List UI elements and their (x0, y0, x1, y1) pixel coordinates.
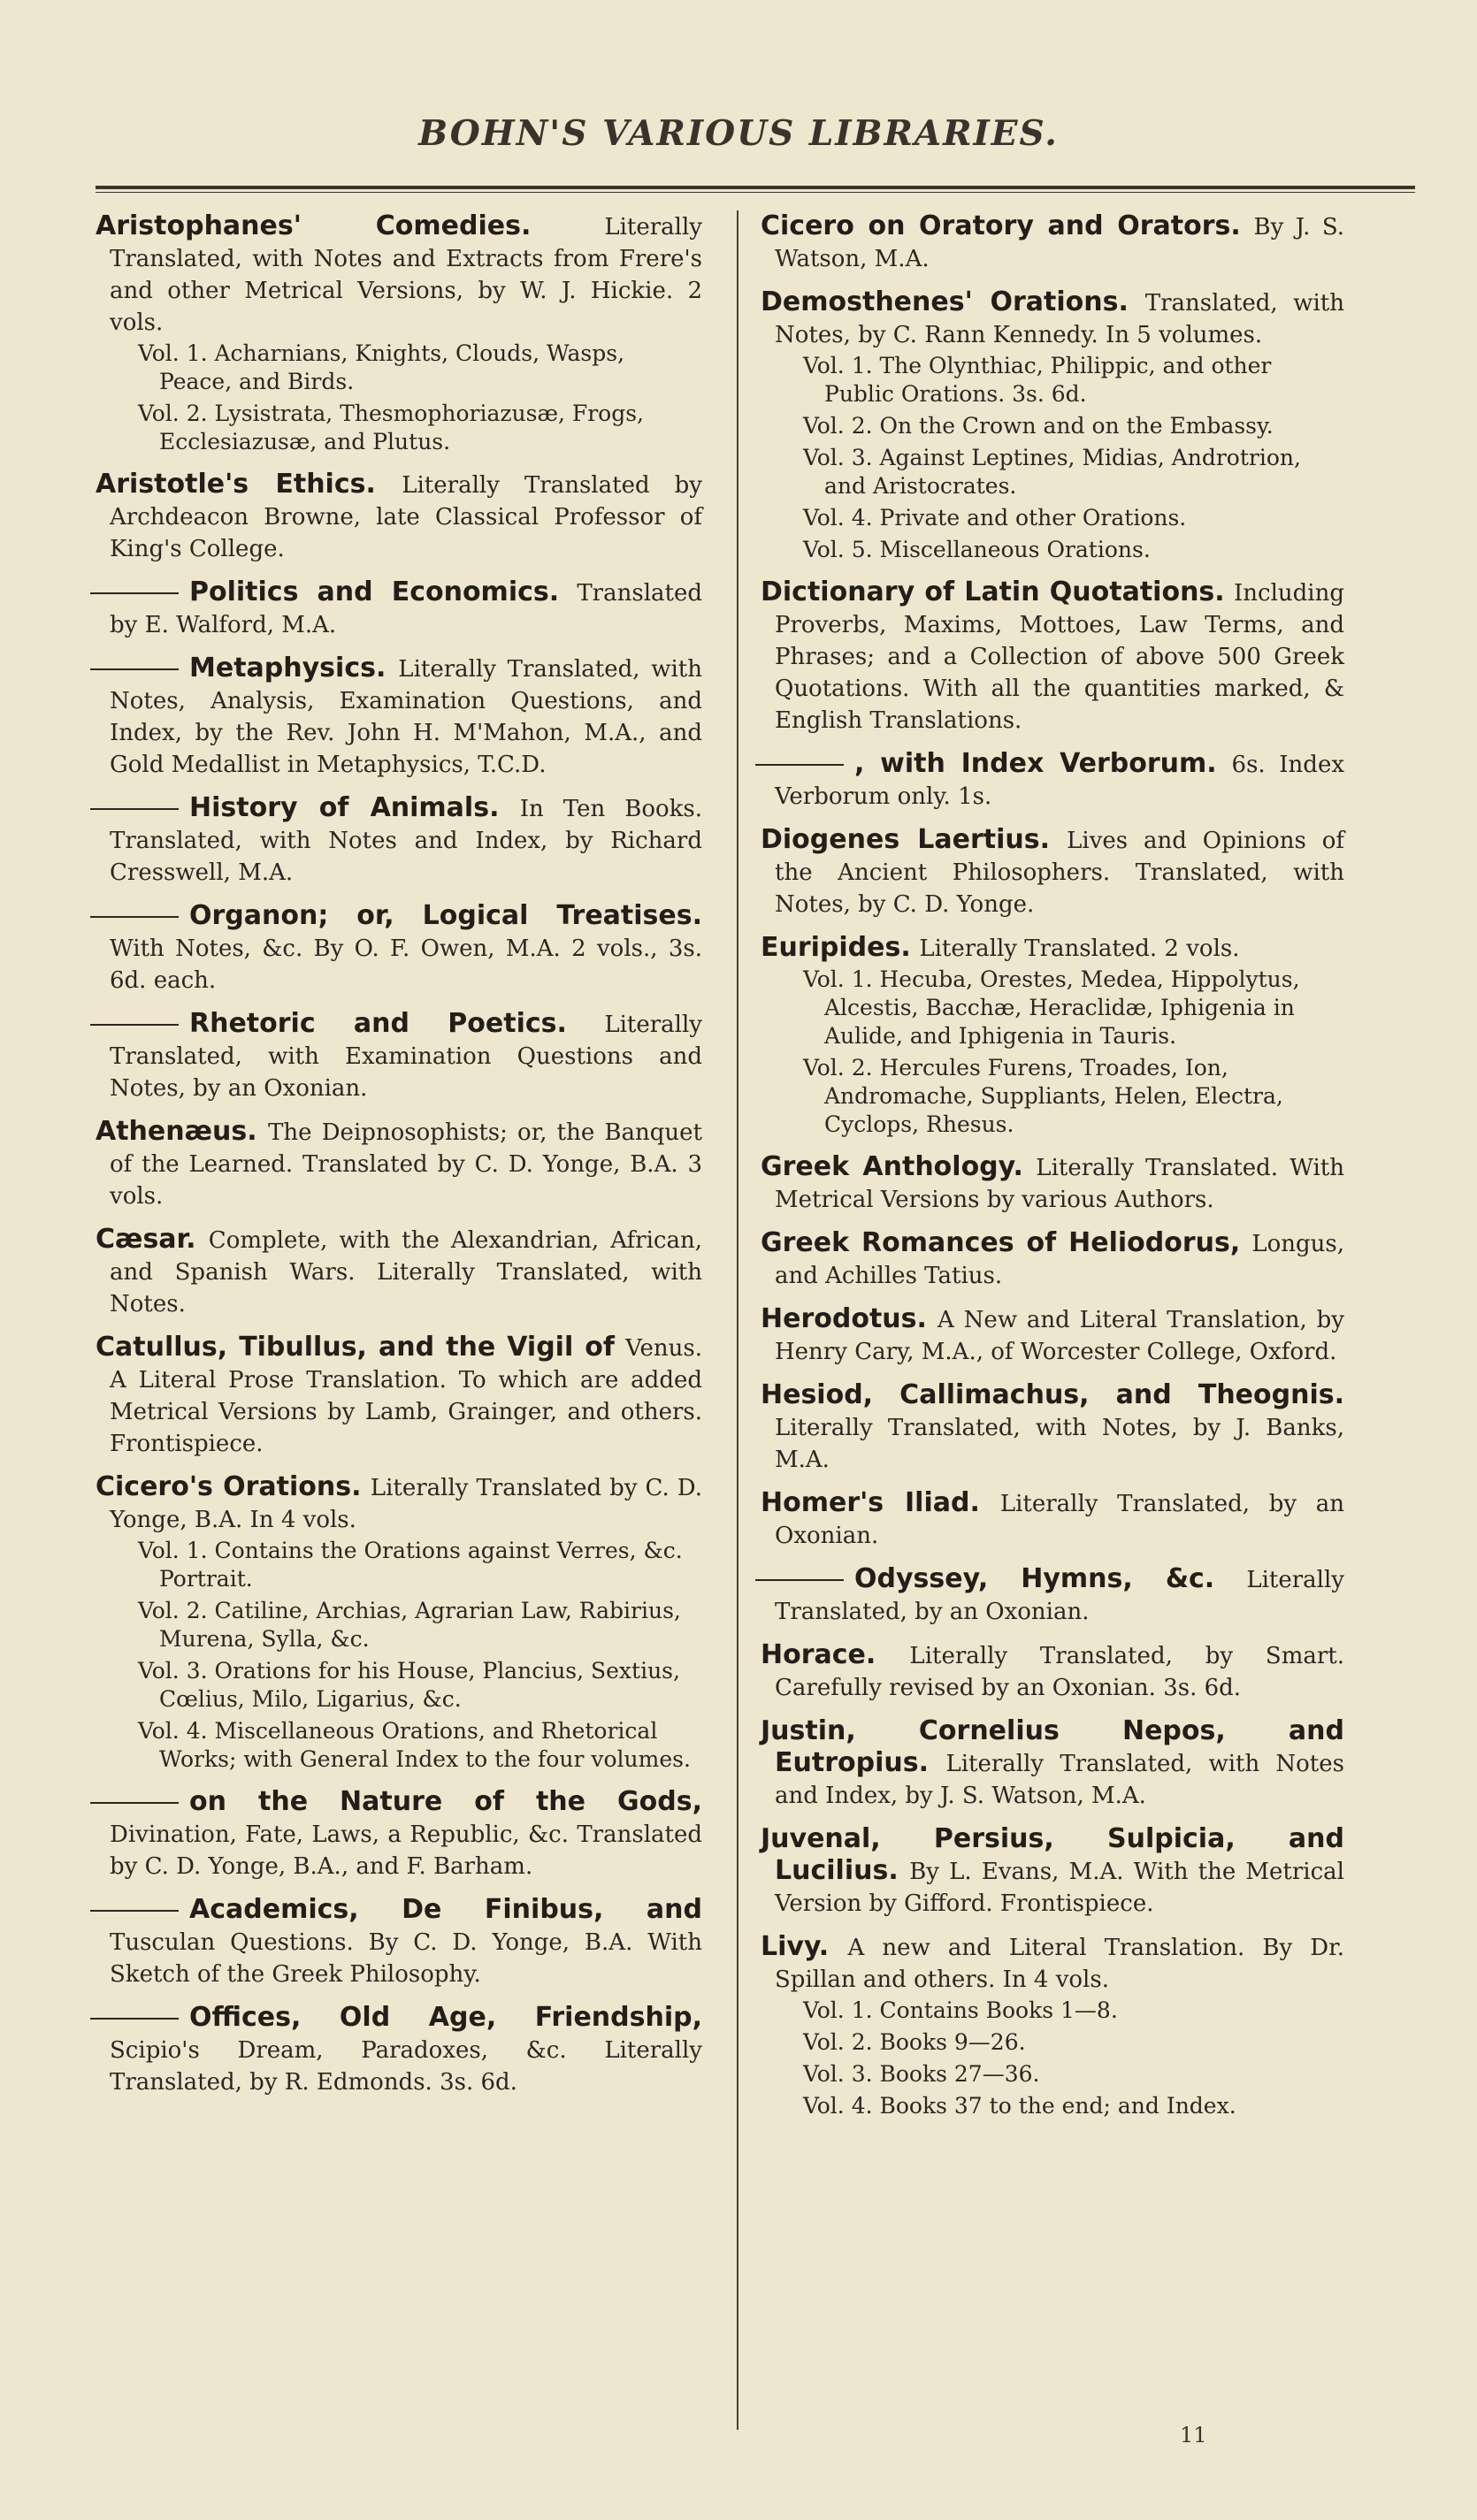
ditto-dash (755, 764, 844, 766)
entry-title: Euripides. (761, 932, 911, 963)
entry-description: A new and Literal Translation. By Dr. Spillan and others. In 4 vols. (775, 1935, 1344, 1993)
entry-title: Cicero's Orations. (96, 1471, 362, 1502)
entry-title: Metaphysics. (189, 653, 386, 683)
entry-description: Literally Translated by C. D. Yonge, B.A. In 4 vols. (110, 1475, 702, 1533)
entry-heading (96, 792, 702, 888)
entry-description: Literally Translated, with Notes and Index, by J. S. Watson, M.A. (775, 1751, 1344, 1809)
entry-title: Homer's Iliad. (761, 1487, 980, 1518)
entry-description: Tusculan Questions. By C. D. Yonge, B.A. With Sketch of the Greek Philosophy. (110, 1929, 702, 1988)
entry-description: Including Proverbs, Maxims, Mottoes, Law Terms, and Phrases; and a Collection of above 500 Greek Quotations. With all the quantities marked, & English Translations. (775, 580, 1344, 734)
entry-description: Literally Translated, with Notes, Analysis, Examination Questions, and Index, by the Rev. John H. M'Mahon, M.A., and Gold Medallist in Metaphysics, T.C.D. (110, 656, 702, 778)
catalog-entry (96, 469, 702, 564)
entry-title: , with Index Verborum. (854, 748, 1217, 779)
catalog-entry (96, 1332, 702, 1459)
catalog-entry (761, 1487, 1344, 1551)
entry-heading (96, 1332, 702, 1459)
ditto-dash (90, 592, 179, 594)
entry-description: Literally Translated by Archdeacon Browne, late Classical Professor of King's College. (110, 472, 702, 562)
entry-heading (761, 1151, 1344, 1215)
volume-line: Vol. 2. Lysistrata, Thesmophoriazusæ, Frogs, Ecclesiazusæ, and Plutus. (138, 401, 644, 454)
entry-heading (761, 286, 1344, 350)
catalog-entry (761, 824, 1344, 920)
entry-title: Academics, De Finibus, and (189, 1894, 702, 1925)
entry-description: By J. S. Watson, M.A. (775, 214, 1344, 272)
entry-title: Horace. (761, 1639, 876, 1670)
catalog-entry (761, 1931, 1344, 2120)
entry-description: Venus. A Literal Prose Translation. To which are added Metrical Versions by Lamb, Grainger, and others. Frontispiece. (110, 1335, 702, 1457)
volume-line: Vol. 2. On the Crown and on the Embassy. (803, 413, 1274, 439)
volume-line: Vol. 1. The Olynthiac, Philippic, and other Public Orations. 3s. 6d. (803, 353, 1272, 407)
ditto-dash (755, 1579, 844, 1581)
entry-heading (761, 1379, 1344, 1475)
catalog-entry (96, 1786, 702, 1882)
entry-title: Juvenal, Persius, Sulpicia, and Lucilius. (761, 1823, 1344, 1886)
entry-description: Translated by E. Walford, M.A. (110, 580, 702, 638)
entry-description: In Ten Books. Translated, with Notes and Index, by Richard Cresswell, M.A. (110, 796, 702, 886)
volume-line: Vol. 2. Hercules Furens, Troades, Ion, Andromache, Suppliants, Helen, Electra, Cyclops, Rhesus. (803, 1055, 1283, 1137)
ditto-dash (90, 808, 179, 810)
entry-description: By L. Evans, M.A. With the Metrical Version by Gifford. Frontispiece. (775, 1859, 1345, 1917)
entry-heading (761, 1303, 1344, 1367)
catalog-entry (761, 932, 1344, 1139)
entry-title: Hesiod, Callimachus, and Theognis. (761, 1379, 1344, 1410)
entry-heading (96, 1008, 702, 1103)
entry-heading (761, 1487, 1344, 1551)
entry-description: Translated, with Notes, by C. Rann Kennedy. In 5 volumes. (775, 290, 1344, 348)
entry-title: Greek Romances of Heliodorus, (761, 1227, 1241, 1258)
entry-description: Scipio's Dream, Paradoxes, &c. Literally Translated, by R. Edmonds. 3s. 6d. (110, 2037, 702, 2096)
catalog-entry (761, 1151, 1344, 1215)
catalog-entry (761, 748, 1344, 812)
entry-heading (96, 1894, 702, 1989)
entry-heading (761, 210, 1344, 274)
catalog-entry (96, 1116, 702, 1211)
catalog-entry (96, 2002, 702, 2097)
entry-title: Herodotus. (761, 1303, 927, 1334)
entry-title: Dictionary of Latin Quotations. (761, 577, 1225, 607)
entry-heading (96, 653, 702, 780)
entry-title: Rhetoric and Poetics. (189, 1008, 567, 1039)
volume-line: Vol. 5. Miscellaneous Orations. (803, 537, 1151, 562)
entry-heading (96, 210, 702, 338)
entry-heading (761, 1715, 1344, 1811)
entry-description: Literally Translated, by Smart. Carefully revised by an Oxonian. 3s. 6d. (775, 1643, 1344, 1701)
catalog-entry (96, 900, 702, 996)
catalog-entry (761, 1639, 1344, 1703)
entry-title: Athenæus. (96, 1116, 257, 1147)
entry-heading (96, 1471, 702, 1535)
entry-title: Catullus, Tibullus, and the Vigil of (96, 1332, 615, 1363)
entry-heading (96, 1786, 702, 1882)
column-divider (737, 210, 738, 2430)
entry-description: Literally Translated, with Examination Questions and Notes, by an Oxonian. (110, 1012, 702, 1102)
entry-description: 6s. Index Verborum only. 1s. (775, 752, 1344, 810)
volume-line: Vol. 1. Contains Books 1—8. (803, 1997, 1118, 2023)
ditto-dash (90, 1802, 179, 1804)
catalog-entry (96, 1008, 702, 1103)
volume-line: Vol. 4. Books 37 to the end; and Index. (803, 2093, 1236, 2119)
entry-title: Offices, Old Age, Friendship, (189, 2002, 702, 2033)
page-number: 11 (1180, 2423, 1207, 2447)
entry-title: Cicero on Oratory and Orators. (761, 210, 1241, 241)
catalog-entry (761, 210, 1344, 274)
entry-heading (761, 824, 1344, 920)
catalog-entry (96, 577, 702, 640)
entry-heading (761, 1227, 1344, 1291)
entry-description: With Notes, &c. By O. F. Owen, M.A. 2 vols., 3s. 6d. each. (110, 935, 702, 994)
entry-heading (96, 1116, 702, 1211)
entry-description: Complete, with the Alexandrian, African, and Spanish Wars. Literally Translated, with Notes. (110, 1227, 703, 1317)
volume-line: Vol. 1. Acharnians, Knights, Clouds, Wasps, Peace, and Birds. (138, 340, 625, 394)
right-column (761, 210, 1344, 2133)
entry-heading (761, 1931, 1344, 1995)
catalog-entry (96, 1224, 702, 1319)
catalog-entry (761, 1227, 1344, 1291)
ditto-dash (90, 1024, 179, 1026)
left-column (96, 210, 702, 2110)
catalog-entry (96, 792, 702, 888)
entry-heading (761, 932, 1344, 964)
entry-title: Organon; or, Logical Treatises. (189, 900, 702, 931)
catalog-entry (761, 1303, 1344, 1367)
entry-title: Demosthenes' Orations. (761, 286, 1129, 317)
entry-description: Lives and Opinions of the Ancient Philosophers. Translated, with Notes, by C. D. Yonge. (775, 828, 1344, 918)
entry-title: Greek Anthology. (761, 1151, 1023, 1182)
volume-line: Vol. 3. Orations for his House, Plancius, Sextius, Cœlius, Milo, Ligarius, &c. (138, 1658, 680, 1712)
entry-description: Literally Translated. 2 vols. (919, 935, 1240, 962)
entry-heading (96, 1224, 702, 1319)
volume-line: Vol. 2. Books 9—26. (803, 2029, 1026, 2055)
entry-description: Literally Translated, by an Oxonian. (775, 1491, 1344, 1549)
catalog-entry (761, 1563, 1344, 1627)
entry-heading (96, 577, 702, 640)
entry-description: Divination, Fate, Laws, a Republic, &c. Translated by C. D. Yonge, B.A., and F. Barham. (110, 1821, 702, 1880)
entry-description: Literally Translated, with Notes, by J. Banks, M.A. (775, 1415, 1344, 1473)
running-head: BOHN'S VARIOUS LIBRARIES. (418, 113, 1059, 154)
entry-description: The Deipnosophists; or, the Banquet of the Learned. Translated by C. D. Yonge, B.A. 3 vols. (110, 1119, 702, 1210)
catalog-entry (96, 210, 702, 456)
catalog-entry (761, 1715, 1344, 1811)
entry-title: Livy. (761, 1931, 830, 1962)
entry-heading (761, 748, 1344, 812)
catalog-entry (761, 577, 1344, 736)
entry-title: Aristophanes' Comedies. (96, 210, 532, 241)
entry-heading (96, 469, 702, 564)
entry-title: Politics and Economics. (189, 577, 560, 607)
entry-heading (761, 1563, 1344, 1627)
volume-line: Vol. 4. Miscellaneous Orations, and Rhetorical Works; with General Index to the four volumes. (138, 1718, 691, 1772)
header-rule (96, 186, 1415, 193)
catalog-entry (96, 1894, 702, 1989)
entry-description: Literally Translated. With Metrical Versions by various Authors. (775, 1155, 1344, 1213)
catalog-entry (761, 286, 1344, 564)
entry-description: Longus, and Achilles Tatius. (775, 1231, 1344, 1289)
volume-line: Vol. 1. Hecuba, Orestes, Medea, Hippolytus, Alcestis, Bacchæ, Heraclidæ, Iphigenia in Aulide, and Iphigenia in Tauris. (803, 966, 1300, 1049)
volume-line: Vol. 2. Catiline, Archias, Agrarian Law, Rabirius, Murena, Sylla, &c. (138, 1598, 681, 1652)
entry-heading (761, 577, 1344, 736)
entry-title: Cæsar. (96, 1224, 196, 1255)
ditto-dash (90, 916, 179, 918)
entry-description: Literally Translated, by an Oxonian. (775, 1567, 1344, 1625)
ditto-dash (90, 668, 179, 670)
catalog-entry (96, 1471, 702, 1774)
ditto-dash (90, 1910, 179, 1912)
entry-heading (96, 2002, 702, 2097)
catalog-entry (96, 653, 702, 780)
volume-line: Vol. 3. Books 27—36. (803, 2061, 1040, 2087)
entry-heading (761, 1823, 1344, 1919)
volume-line: Vol. 1. Contains the Orations against Verres, &c. Portrait. (138, 1538, 683, 1592)
entry-heading (96, 900, 702, 996)
entry-title: Odyssey, Hymns, &c. (854, 1563, 1215, 1594)
entry-title: Diogenes Laertius. (761, 824, 1050, 855)
entry-title: Aristotle's Ethics. (96, 469, 376, 500)
catalog-entry (761, 1823, 1344, 1919)
entry-title: Justin, Cornelius Nepos, and Eutropius. (761, 1715, 1344, 1778)
volume-line: Vol. 4. Private and other Orations. (803, 505, 1187, 531)
entry-description: A New and Literal Translation, by Henry Cary, M.A., of Worcester College, Oxford. (775, 1307, 1344, 1365)
ditto-dash (90, 2018, 179, 2020)
entry-title: History of Animals. (189, 792, 500, 823)
catalog-entry (761, 1379, 1344, 1475)
entry-description: Literally Translated, with Notes and Extracts from Frere's and other Metrical Versions, by W. J. Hickie. 2 vols. (110, 214, 702, 336)
volume-line: Vol. 3. Against Leptines, Midias, Androtrion, and Aristocrates. (803, 445, 1301, 499)
entry-title: on the Nature of the Gods, (189, 1786, 702, 1817)
entry-heading (761, 1639, 1344, 1703)
